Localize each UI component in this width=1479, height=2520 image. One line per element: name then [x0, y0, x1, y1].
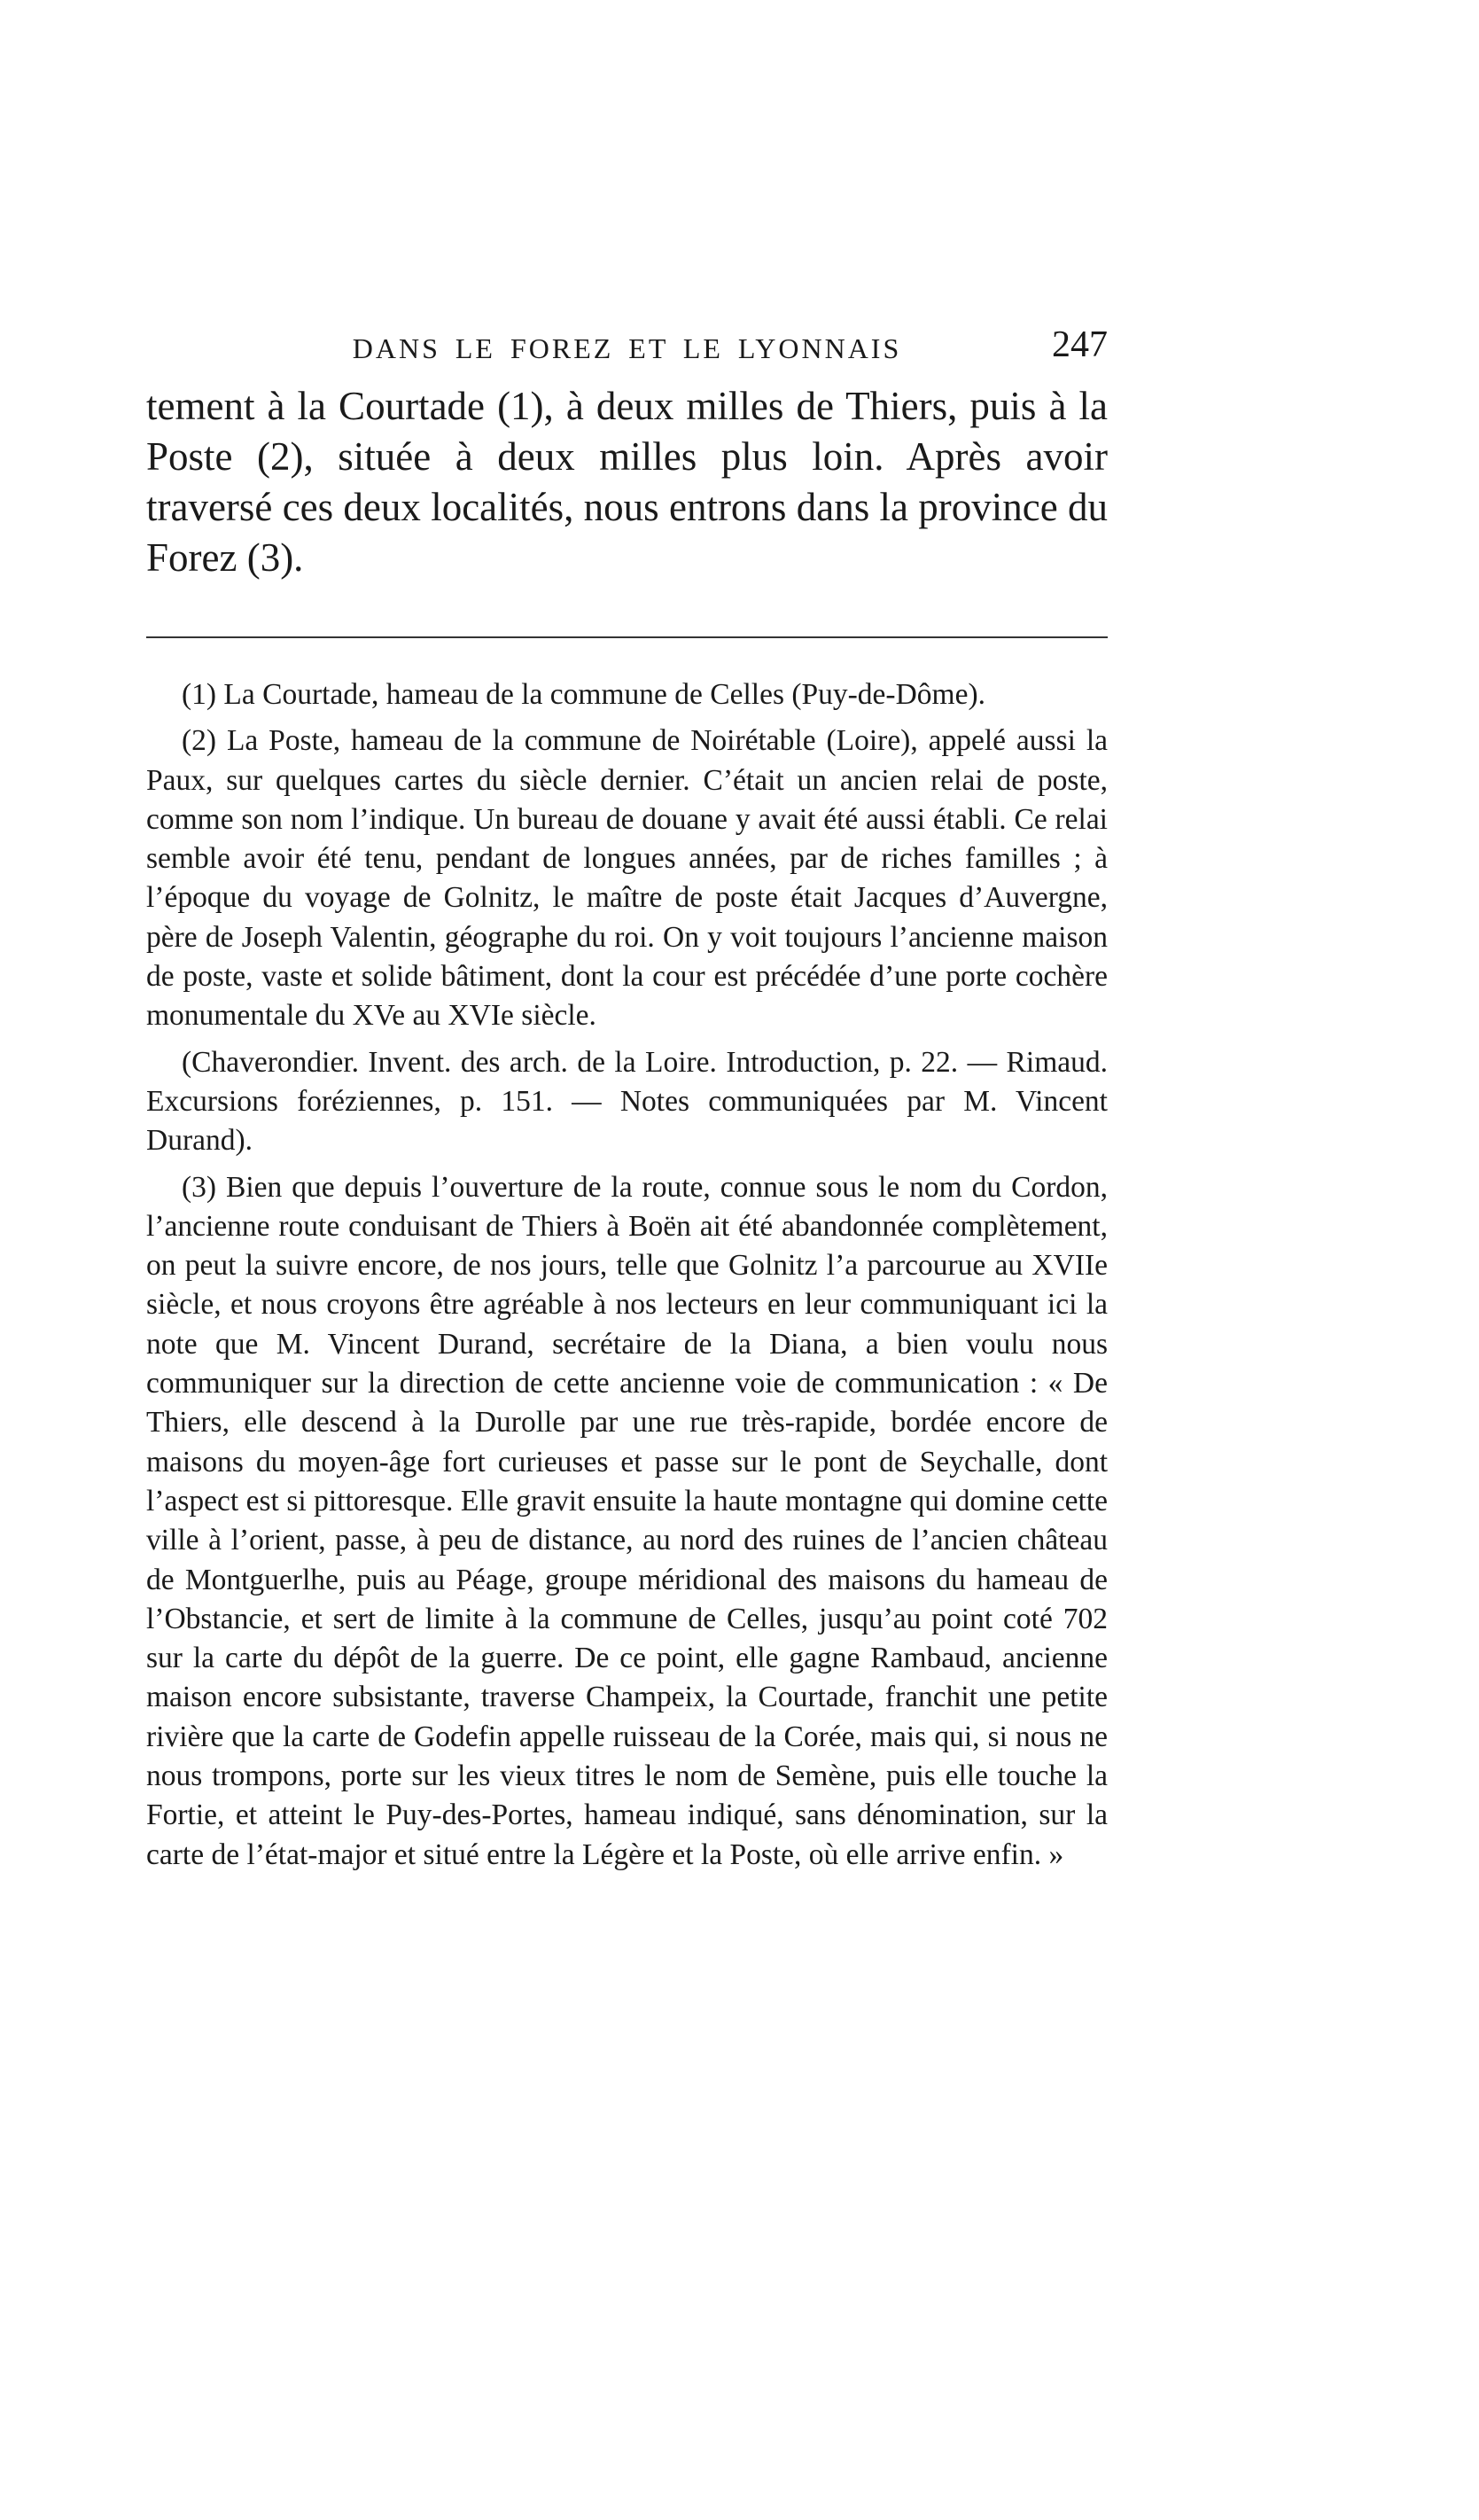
main-text — [146, 381, 1108, 583]
running-head: DANS LE FOREZ ET LE LYONNAIS — [352, 332, 902, 364]
footnote-3: (3) Bien que depuis l’ouverture de la route, connue sous le nom du Cordon, l’ancienne route conduisant de Thiers à Boën ait été abandonnée complètement, on peut la suivre encore, de nos jours, telle que Golnitz l’a parcourue au XVIIe siècle, et nous croyons être agréable à nos lecteurs en leur communiquant ici la note que M. Vincent Durand, secrétaire de la Diana, a bien voulu nous communiquer sur la direction de cette ancienne voie de communication : « De Thiers, elle descend à la Durolle par une rue très-rapide, bordée encore de maisons du moyen-âge fort curieuses et passe sur le pont de Seychalle, dont l’aspect est si pittoresque. Elle gravit ensuite la haute montagne qui domine cette ville à l’orient, passe, à peu de distance, au nord des ruines de l’ancien château de Montguerlhe, puis au Péage, groupe méridional des maisons du hameau de l’Obstancie, et sert de limite à la commune de Celles, jusqu’au point coté 702 sur la carte du dépôt de la guerre. De ce point, elle gagne Rambaud, ancienne maison encore subsistante, traverse Champeix, la Courtade, franchit une petite rivière que la carte de Godefin appelle ruisseau de la Corée, mais qui, si nous ne nous trompons, porte sur les vieux titres le nom de Semène, puis elle touche la Fortie, et atteint le Puy-des-Portes, hameau indiqué, sans dénomination, sur la carte de l’état-major et situé entre la Légère et la Poste, où elle arrive enfin. » — [146, 1170, 1108, 1871]
footnote-2: (2) La Poste, hameau de la commune de Noirétable (Loire), appelé aussi la Paux, sur quelques cartes du siècle dernier. C’était un ancien relai de poste, comme son nom l’indique. Un bureau de douane y avait été aussi établi. Ce relai semble avoir été tenu, pendant de longues années, par de riches familles ; à l’époque du voyage de Golnitz, le maître de poste était Jacques d’Auvergne, père de Joseph Valentin, géographe du roi. On y voit toujours l’ancienne maison de poste, vaste et solide bâtiment, dont la cour est précédée d’une porte cochère monumentale du XVe au XVIe siècle. — [146, 724, 1108, 1033]
footnote-separator — [146, 636, 1108, 638]
footnotes — [146, 675, 1108, 1875]
body-paragraph: tement à la Courtade (1), à deux milles de Thiers, puis à la Poste (2), située à deux milles plus loin. Après avoir traversé ces deux localités, nous entrons dans la province du Forez (3). — [146, 384, 1108, 580]
footnote-2-sources: (Chaverondier. Invent. des arch. de la Loire. Introduction, p. 22. — Rimaud. Excursions foréziennes, p. 151. — Notes communiquées par M. Vincent Durand). — [146, 1045, 1108, 1158]
footnote-1: (1) La Courtade, hameau de la commune de Celles (Puy-de-Dôme). — [182, 678, 985, 711]
page-header — [146, 324, 1108, 377]
page-number: 247 — [1052, 324, 1108, 365]
